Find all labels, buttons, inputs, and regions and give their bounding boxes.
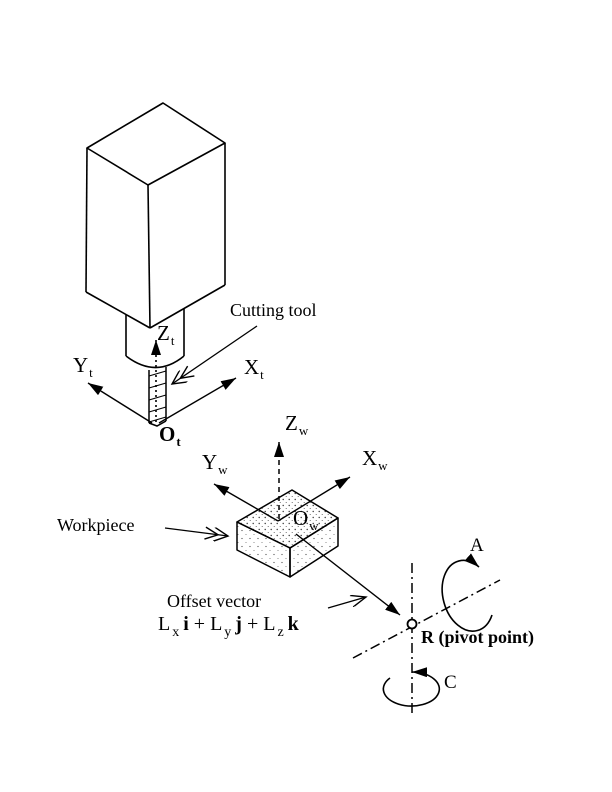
a-rotation-arrow: [442, 560, 492, 631]
tool-x-axis-arrow: [159, 378, 236, 423]
spindle-box-top-face: [87, 103, 225, 185]
pivot-point-label: R (pivot point): [421, 627, 535, 647]
tool-z-axis-label: $Z_t$: [157, 321, 175, 348]
tool-x-axis-label: $X_t$: [244, 355, 264, 382]
formula-term-z: L: [263, 613, 276, 635]
work-y-axis-arrow: [214, 484, 278, 521]
work-x-axis-label: $X_w$: [362, 446, 388, 473]
spindle-box-front-edge: [148, 185, 150, 328]
workpiece-label: Workpiece: [57, 515, 135, 535]
workpiece-leader-arrow: [165, 528, 228, 536]
tool-shaft: [149, 367, 166, 426]
cutting-tool-label: Cutting tool: [230, 300, 317, 320]
collet: [126, 309, 184, 368]
tool-y-axis-label: $Y_t$: [73, 353, 93, 380]
spindle-box-left-edge: [86, 148, 87, 292]
offset-vector-label: Offset vector: [167, 591, 262, 611]
tool-y-axis-arrow: [88, 383, 152, 423]
tool-shaft-hatching: [149, 371, 166, 422]
offset-vector-callout-arrow: [328, 597, 366, 608]
work-origin-label: $O_w$: [293, 506, 319, 533]
formula-term-x: L: [158, 613, 171, 635]
tool-frame-axes: [88, 340, 236, 423]
c-rotation-label: C: [444, 672, 457, 693]
spindle-box-bottom-left-edge: [86, 292, 150, 328]
spindle-box: [86, 103, 225, 328]
pivot-point-marker: [408, 620, 417, 629]
offset-vector-formula: L $_x$ i + L $_y$ j + L $_z$ k: [158, 613, 299, 640]
work-y-axis-label: $Y_w$: [202, 450, 228, 477]
workpiece-block: [237, 490, 338, 577]
a-rotation-label: A: [470, 535, 484, 556]
formula-term-y: L: [210, 613, 223, 635]
tool-origin-label: $O_t$: [159, 422, 181, 449]
work-z-axis-label: $Z_w$: [285, 411, 309, 438]
